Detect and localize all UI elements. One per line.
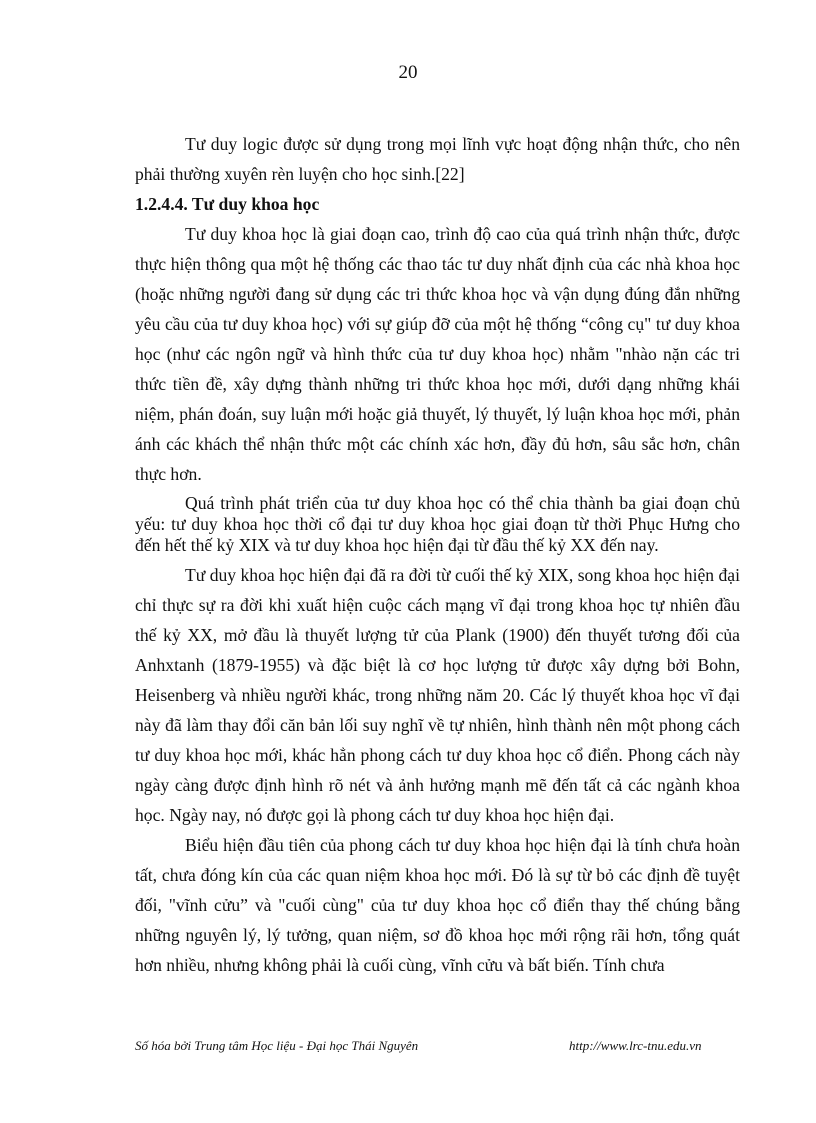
paragraph-expression: Biểu hiện đầu tiên của phong cách tư duy khoa học hiện đại là tính chưa hoàn tất, chưa đóng kín của các quan niệm khoa học mới. Đó là sự từ bỏ các định đề tuyệt đối, "vĩnh cửu” và "cuối cùng" của tư duy khoa học cổ điển thay thế chúng bằng những nguyên lý, lý tưởng, quan niệm, sơ đồ khoa học mới rộng rãi hơn, tổng quát hơn nhiều, nhưng không phải là cuối cùng, vĩnh cửu và bất biến. Tính chưa xyxy=(135,835,740,975)
paragraph-logic: Tư duy logic được sử dụng trong mọi lĩnh vực hoạt động nhận thức, cho nên phải thường xuyên rèn luyện cho học sinh.[22] xyxy=(135,134,740,184)
paragraph-stages: Quá trình phát triển của tư duy khoa học có thể chia thành ba giai đoạn chủ yếu: tư duy khoa học thời cổ đại tư duy khoa học giai đoạn từ thời Phục Hưng cho đến hết thế kỷ XIX và tư duy khoa học hiện đại từ đầu thế kỷ XX đến nay. xyxy=(135,493,740,555)
page-number: 20 xyxy=(398,62,418,83)
footer-source: Số hóa bởi Trung tâm Học liệu - Đại học Thái Nguyên xyxy=(135,1038,419,1053)
paragraph-definition: Tư duy khoa học là giai đoạn cao, trình độ cao của quá trình nhận thức, được thực hiện thông qua một hệ thống các thao tác tư duy nhất định của các nhà khoa học (hoặc những người đang sử dụng các tri thức khoa học và vận dụng đúng đắn những yêu cầu của tư duy khoa học) với sự giúp đỡ của một hệ thống “công cụ" tư duy khoa học (như các ngôn ngữ và hình thức của tư duy khoa học) nhằm "nhào nặn các tri thức tiền đề, xây dựng thành những tri thức khoa học mới, dưới dạng những khái niệm, phán đoán, suy luận mới hoặc giả thuyết, lý thuyết, lý luận khoa học mới, phản ánh các khách thể nhận thức một các chính xác hơn, đầy đủ hơn, sâu sắc hơn, chân thực hơn. xyxy=(135,224,740,484)
section-heading: 1.2.4.4. Tư duy khoa học xyxy=(135,194,320,214)
page-body xyxy=(135,129,740,980)
footer-url[interactable]: http://www.lrc-tnu.edu.vn xyxy=(569,1038,702,1053)
paragraph-modern-science: Tư duy khoa học hiện đại đã ra đời từ cuối thế kỷ XIX, song khoa học hiện đại chỉ thực sự ra đời khi xuất hiện cuộc cách mạng vĩ đại trong khoa học tự nhiên đầu thế kỷ XX, mở đầu là thuyết lượng tử của Plank (1900) đến thuyết tương đối của Anhxtanh (1879-1955) và đặc biệt là cơ học lượng tử được xây dựng bởi Bohn, Heisenberg và nhiều người khác, trong những năm 20. Các lý thuyết khoa học vĩ đại này đã làm thay đổi căn bản lối suy nghĩ về tự nhiên, hình thành nên một phong cách tư duy khoa học mới, khác hẳn phong cách tư duy khoa học cổ điển. Phong cách này ngày càng được định hình rõ nét và ảnh hưởng mạnh mẽ đến tất cả các ngành khoa học. Ngày nay, nó được gọi là phong cách tư duy khoa học hiện đại. xyxy=(135,565,740,825)
